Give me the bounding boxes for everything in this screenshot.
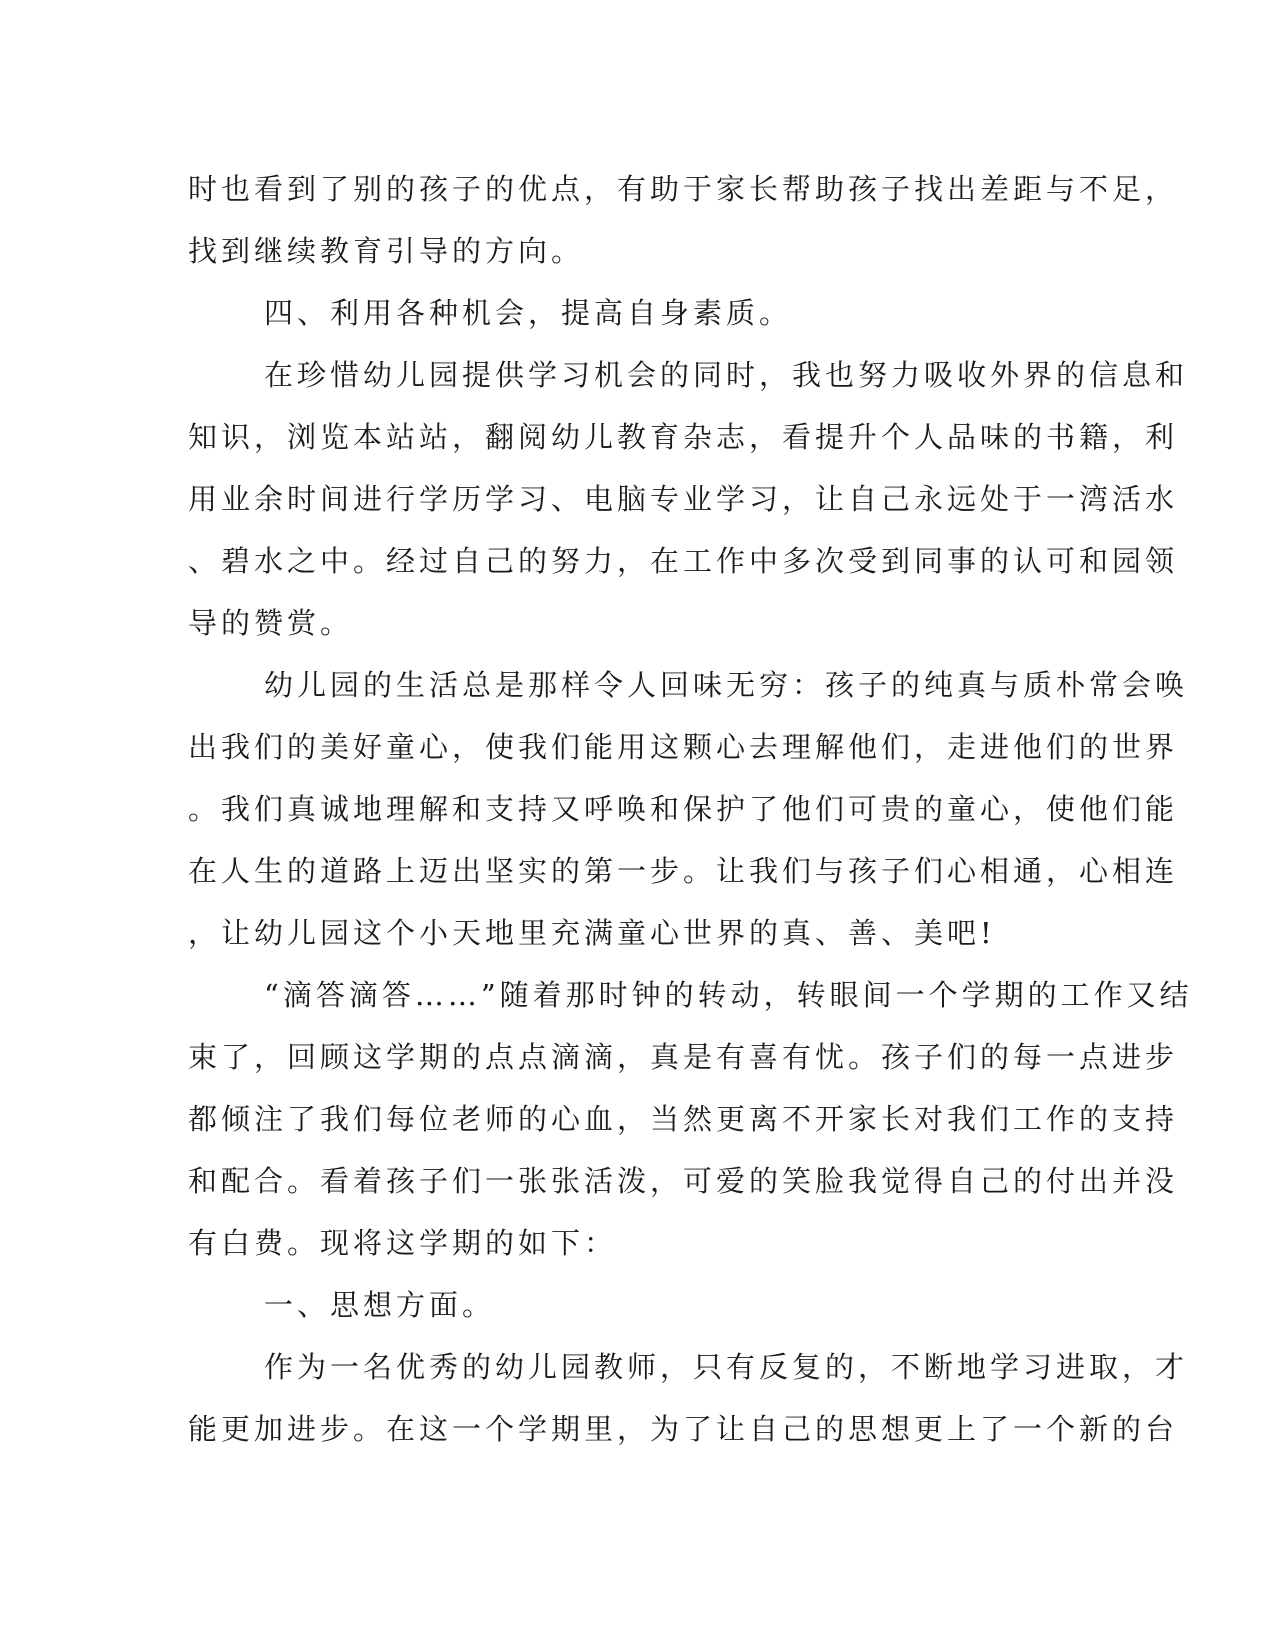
text-line: 导的赞赏。: [188, 606, 354, 640]
text-line: 、碧水之中。经过自己的努力，在工作中多次受到同事的认可和园领: [188, 544, 1179, 578]
text-line: 和配合。看着孩子们一张张活泼，可爱的笑脸我觉得自己的付出并没: [188, 1164, 1179, 1198]
text-line: 在人生的道路上迈出坚实的第一步。让我们与孩子们心相通，心相连: [188, 854, 1179, 888]
body-text: [188, 158, 1193, 1460]
text-line: “滴答滴答……”随着那时钟的转动，转眼间一个学期的工作又结: [264, 978, 1193, 1012]
text-line: 束了，回顾这学期的点点滴滴，真是有喜有忧。孩子们的每一点进步: [188, 1040, 1179, 1074]
text-line: 能更加进步。在这一个学期里，为了让自己的思想更上了一个新的台: [188, 1412, 1179, 1446]
text-line: 都倾注了我们每位老师的心血，当然更离不开家长对我们工作的支持: [188, 1102, 1179, 1136]
text-line: 时也看到了别的孩子的优点，有助于家长帮助孩子找出差距与不足，: [188, 172, 1179, 206]
text-line: 作为一名优秀的幼儿园教师，只有反复的，不断地学习进取，才: [264, 1350, 1189, 1384]
text-line: 四、利用各种机会，提高自身素质。: [264, 296, 793, 330]
text-line: 一、思想方面。: [264, 1288, 496, 1322]
text-line: 有白费。现将这学期的如下：: [188, 1226, 618, 1260]
text-line: 用业余时间进行学历学习、电脑专业学习，让自己永远处于一湾活水: [188, 482, 1179, 516]
text-line: ，让幼儿园这个小天地里充满童心世界的真、善、美吧!: [188, 916, 996, 950]
text-line: 知识，浏览本站站，翻阅幼儿教育杂志，看提升个人品味的书籍，利: [188, 420, 1179, 454]
text-line: 找到继续教育引导的方向。: [188, 234, 585, 268]
text-line: 出我们的美好童心，使我们能用这颗心去理解他们，走进他们的世界: [188, 730, 1179, 764]
text-line: 幼儿园的生活总是那样令人回味无穷：孩子的纯真与质朴常会唤: [264, 668, 1189, 702]
text-line: 在珍惜幼儿园提供学习机会的同时，我也努力吸收外界的信息和: [264, 358, 1189, 392]
text-line: 。我们真诚地理解和支持又呼唤和保护了他们可贵的童心，使他们能: [188, 792, 1179, 826]
